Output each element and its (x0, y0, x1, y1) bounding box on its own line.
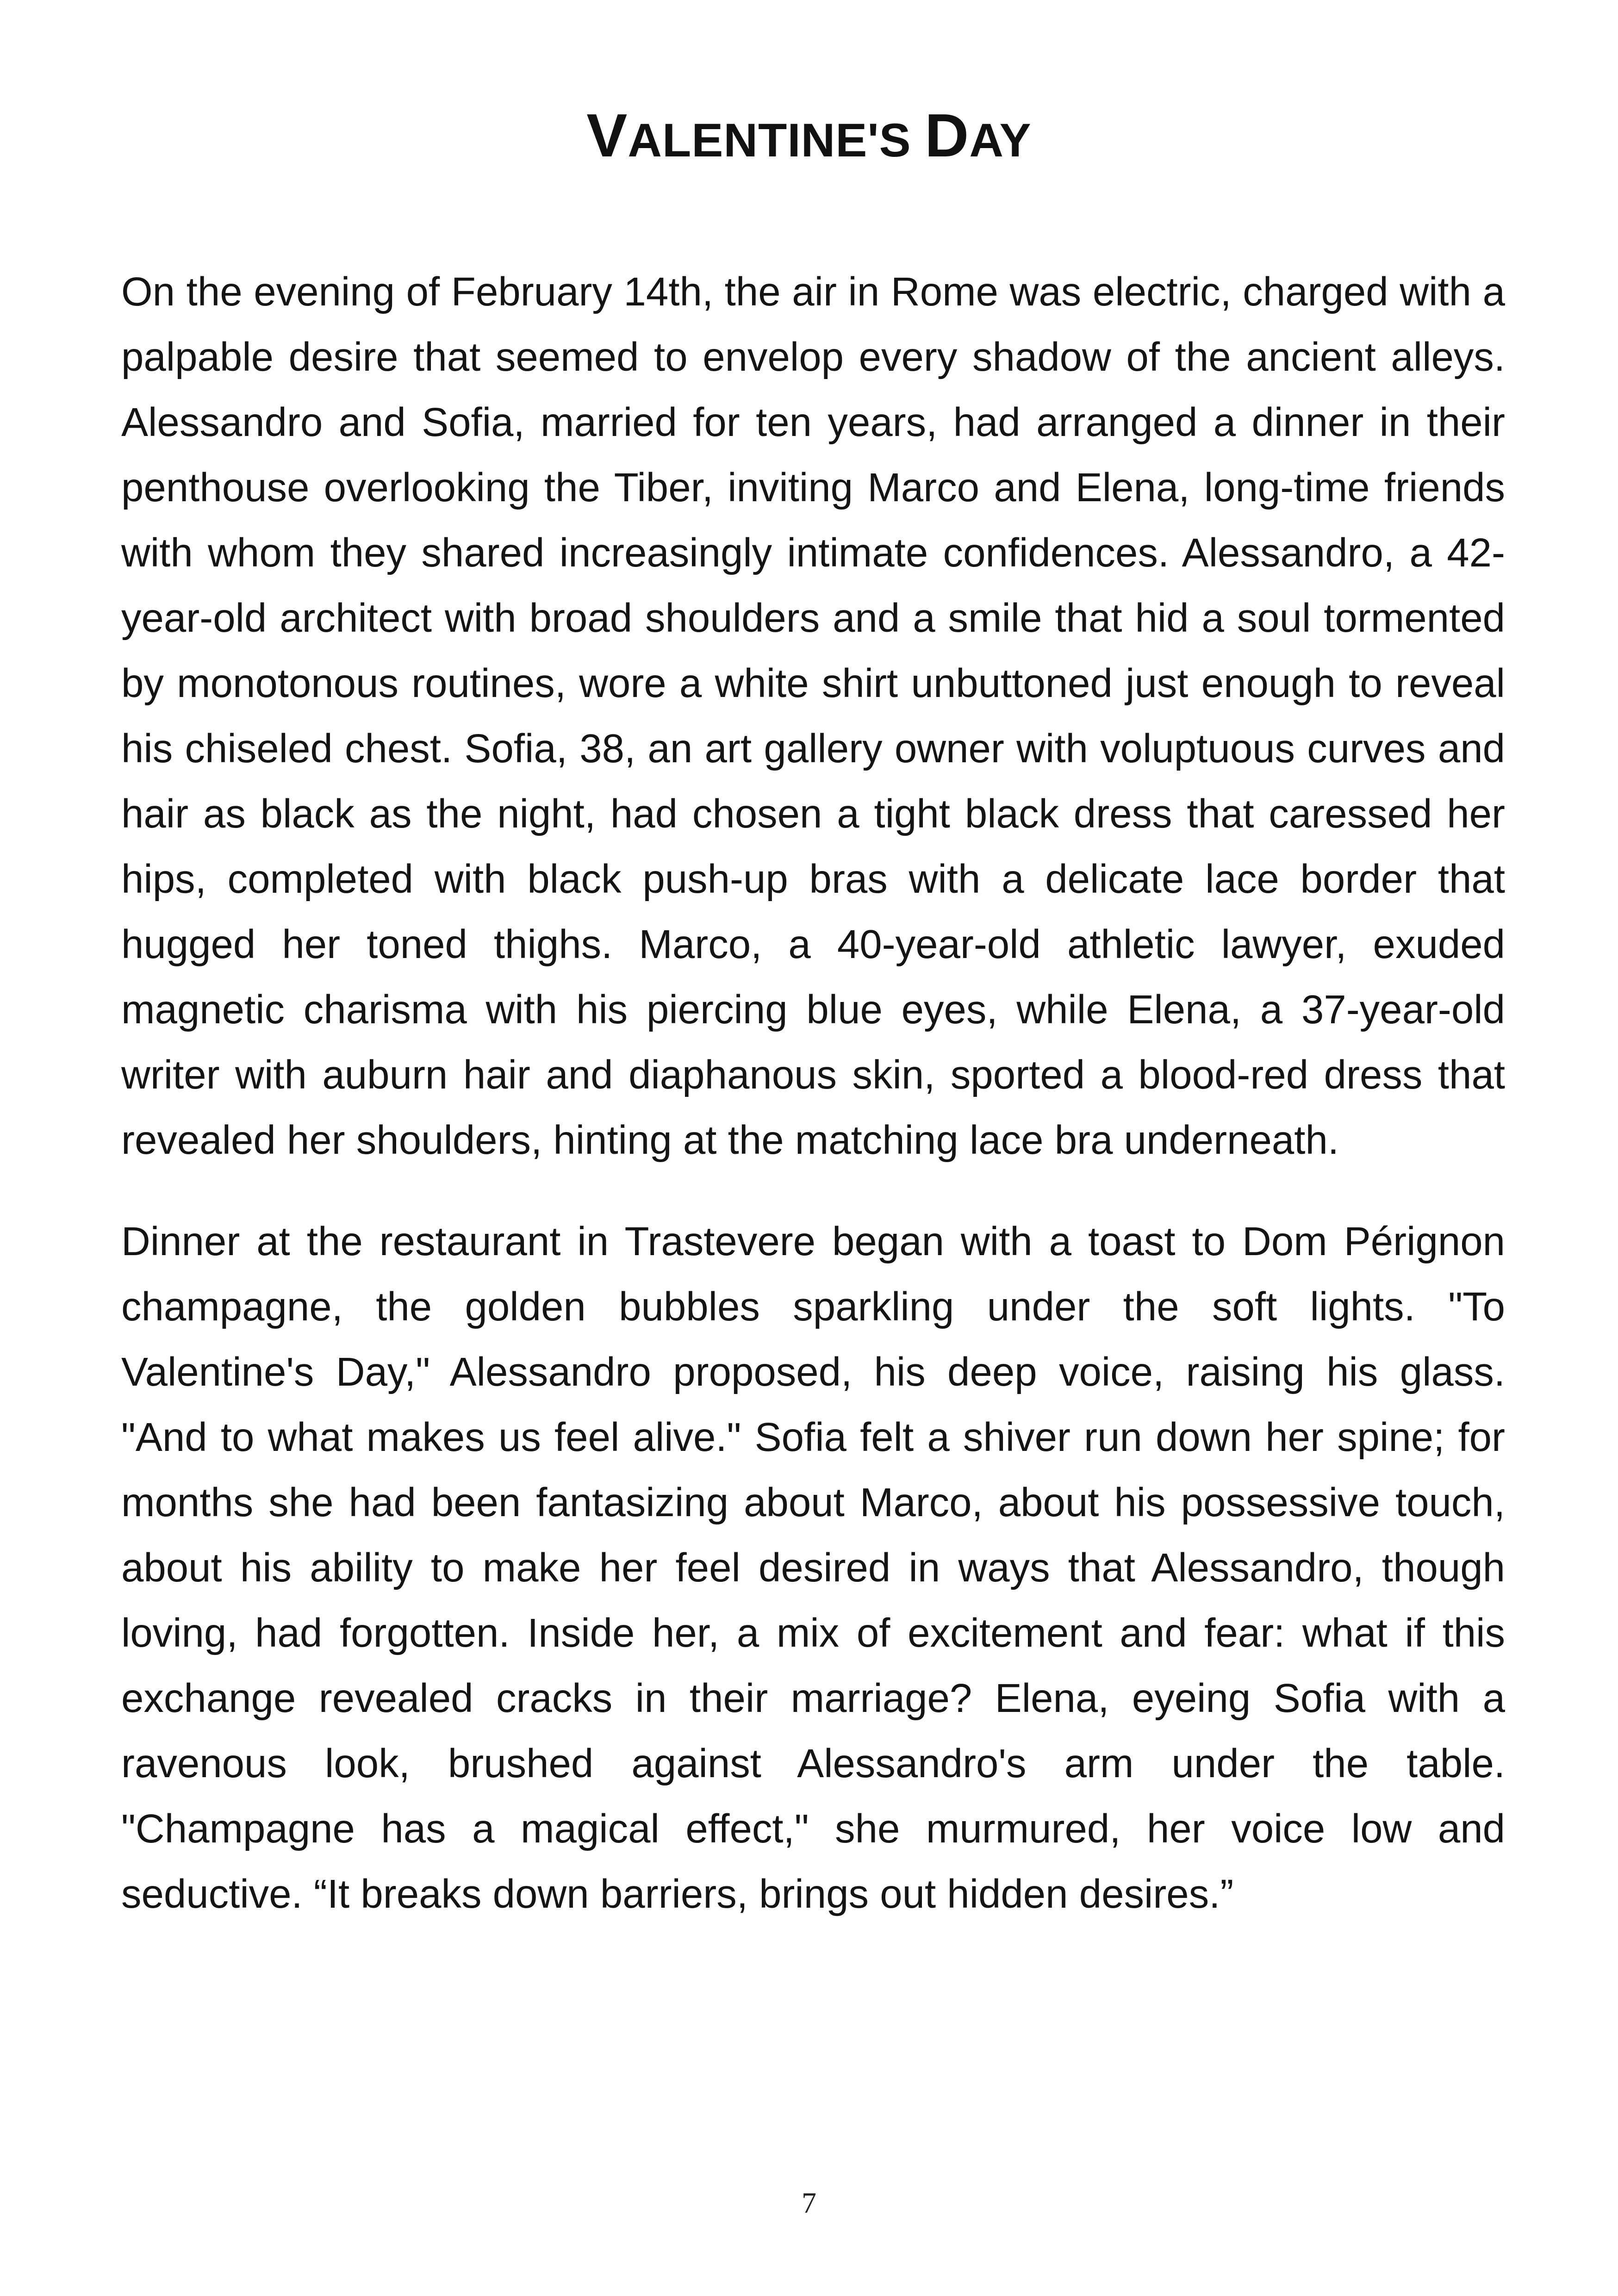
body-text (121, 259, 1505, 1927)
title-part: ALENTINE (628, 114, 868, 167)
title-part: D (925, 101, 970, 169)
chapter-title (0, 101, 1618, 175)
page-number: 7 (802, 2186, 816, 2219)
title-part: ' (867, 114, 879, 167)
title-part: AY (969, 114, 1032, 167)
paragraph-2: Dinner at the restaurant in Trastevere began with a toast to Dom Pérignon champagne, the golden bubbles sparkling under the soft lights. "To Valentine's Day," Alessandro proposed, his deep voice, raising his glass. "And to what makes us feel alive." Sofia felt a shiver run down her spine; for months she had been fantasizing about Marco, about his possessive touch, about his ability to make her feel desired in ways that Alessandro, though loving, had forgotten. Inside her, a mix of excitement and fear: what if this exchange revealed cracks in their marriage? Elena, eyeing Sofia with a ravenous look, brushed against Alessandro's arm under the table. "Champagne has a magical effect," she murmured, her voice low and seductive. “It breaks down barriers, brings out hidden desires.” (121, 1219, 1505, 1916)
paragraph-1: On the evening of February 14th, the air in Rome was electric, charged with a palpable desire that seemed to envelop every shadow of the ancient alleys. Alessandro and Sofia, married for ten years, had arranged a dinner in their penthouse overlooking the Tiber, inviting Marco and Elena, long-time friends with whom they shared increasingly intimate confidences. Alessandro, a 42-year-old architect with broad shoulders and a smile that hid a soul tormented by monotonous routines, wore a white shirt unbuttoned just enough to reveal his chiseled chest. Sofia, 38, an art gallery owner with voluptuous curves and hair as black as the night, had chosen a tight black dress that caressed her hips, completed with black push-up bras with a delicate lace border that hugged her toned thighs. Marco, a 40-year-old athletic lawyer, exuded magnetic charisma with his piercing blue eyes, while Elena, a 37-year-old writer with auburn hair and diaphanous skin, sported a blood-red dress that revealed her shoulders, hinting at the matching lace bra underneath. (121, 269, 1505, 1163)
title-part: V (586, 101, 628, 169)
title-part: S (879, 114, 925, 167)
